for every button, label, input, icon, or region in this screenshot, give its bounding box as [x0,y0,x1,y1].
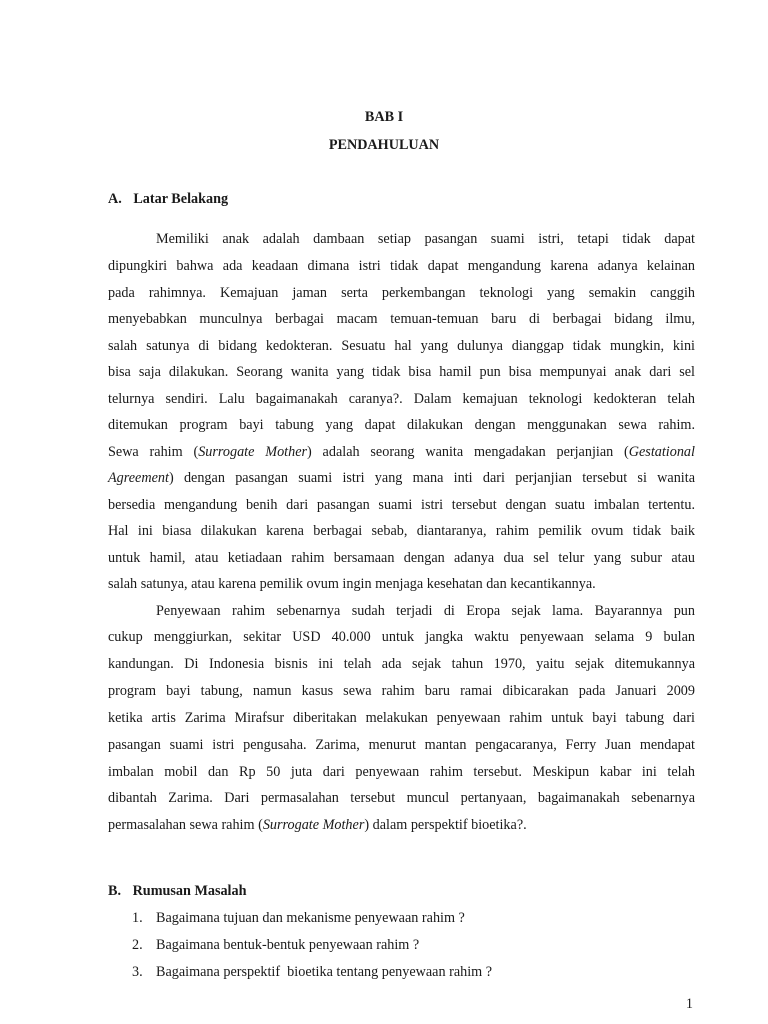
p2-line-5: ketika artis Zarima Mirafsur diberitakan melakukan penyewaan rahim untuk bayi tabung dari [108,710,695,726]
list-item-number: 3. [132,964,143,980]
list-item-number: 2. [132,937,143,953]
p1-line-13: untuk hamil, atau ketiadaan rahim bersamaan dengan adanya dua sel telur yang subur atau [108,550,695,566]
p1-line-14: salah satunya, atau karena pemilik ovum ingin menjaga kesehatan dan kecantikannya. [108,576,596,592]
p2-line-1: Penyewaan rahim sebenarnya sudah terjadi di Eropa sejak lama. Bayarannya pun [156,603,695,619]
p2-line-2: cukup menggiurkan, sekitar USD 40.000 untuk jangka waktu penyewaan selama 9 bulan [108,629,695,645]
term-gestational: Gestational [628,444,695,460]
term-surrogate-mother: Surrogate Mother [198,444,308,460]
list-item [132,936,420,954]
p2-line-8: dibantah Zarima. Dari permasalahan tersebut muncul pertanyaan, bagaimanakah sebenarnya [108,790,695,806]
page-number: 1 [685,996,693,1012]
p2-line-4: program bayi tabung, namun kasus sewa rahim baru ramai dibicarakan pada Januari 2009 [108,683,695,699]
p1-line-3: pada rahimnya. Kemajuan jaman serta perkembangan teknologi yang semakin canggih [108,285,695,301]
section-b-title: Rumusan Masalah [132,883,247,899]
p2-line-3: kandungan. Di Indonesia bisnis ini telah ada sejak tahun 1970, yaitu sejak ditemukannya [108,656,695,672]
term-surrogate-mother-2: Surrogate Mother [262,817,365,833]
list-item-text: Bagaimana tujuan dan mekanisme penyewaan rahim ? [156,910,465,926]
section-a-label: A. [108,191,122,207]
term-agreement: Agreement [108,470,169,486]
section-a-heading [108,190,228,208]
p1-line-1: Memiliki anak adalah dambaan setiap pasangan suami istri, tetapi tidak dapat [156,231,695,247]
p1-line-10: Agreement) dengan pasangan suami istri yang mana inti dari perjanjian tersebut si wanita [108,470,695,486]
section-a-title: Latar Belakang [133,191,229,207]
p2-line-9: permasalahan sewa rahim (Surrogate Mother) dalam perspektif bioetika?. [108,817,527,833]
p2-line-6: pasangan suami istri pengusaha. Zarima, menurut mantan pengacaranya, Ferry Juan mendapat [108,737,695,753]
list-item-text: Bagaimana perspektif bioetika tentang penyewaan rahim ? [156,964,493,980]
list-item [132,909,465,927]
p1-line-11: bersedia mengandung benih dari pasangan suami istri tersebut dengan suatu imbalan tertentu. [108,497,695,513]
p2-line-7: imbalan mobil dan Rp 50 juta dari penyewaan rahim tersebut. Meskipun kabar ini telah [108,764,695,780]
chapter-number: BAB I [364,109,404,125]
p1-line-7: telurnya sendiri. Lalu bagaimanakah caranya?. Dalam kemajuan teknologi kedokteran telah [108,391,695,407]
list-item-text: Bagaimana bentuk-bentuk penyewaan rahim ? [156,937,420,953]
p1-line-8: ditemukan program bayi tabung yang dapat dilakukan dengan menggunakan sewa rahim. [108,417,695,433]
list-item [132,963,493,981]
p1-line-9: Sewa rahim (Surrogate Mother) adalah seorang wanita mengadakan perjanjian (Gestational [108,444,695,460]
section-b-heading [108,882,247,900]
p1-line-12: Hal ini biasa dilakukan karena berbagai sebab, diantaranya, rahim pemilik ovum tidak baik [108,523,695,539]
p1-line-5: salah satunya di bidang kedokteran. Sesuatu hal yang dulunya dianggap tidak mungkin, kini [108,338,695,354]
p1-line-2: dipungkiri bahwa ada keadaan dimana istri tidak dapat mengandung karena adanya kelainan [108,258,695,274]
p1-line-6: bisa saja dilakukan. Seorang wanita yang tidak bisa hamil pun bisa mempunyai anak dari sel [108,364,695,380]
section-b-label: B. [108,883,122,899]
p1-line-4: menyebabkan munculnya berbagai macam temuan-temuan baru di berbagai bidang ilmu, [108,311,695,327]
list-item-number: 1. [132,910,143,926]
chapter-title: PENDAHULUAN [328,137,440,153]
